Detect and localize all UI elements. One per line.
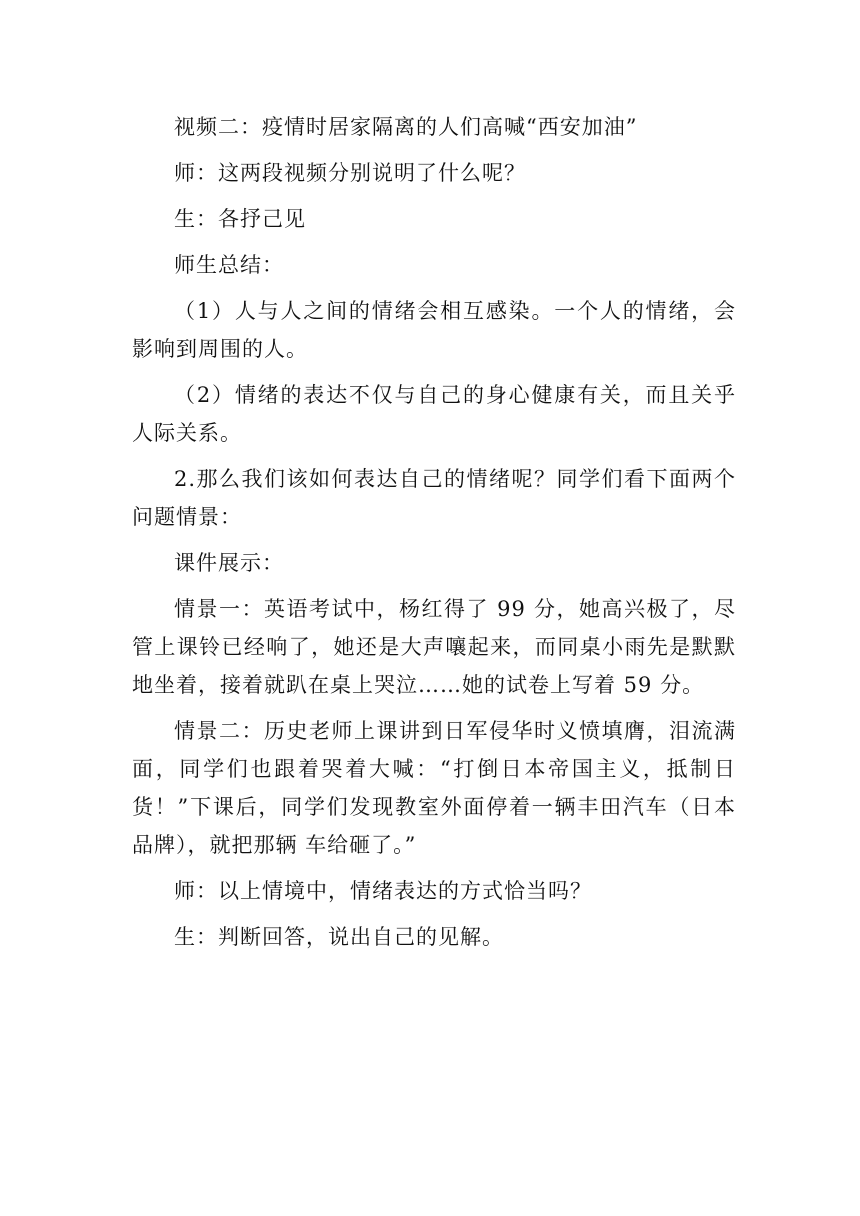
paragraph-student-judgment: 生：判断回答，说出自己的见解。 xyxy=(174,925,504,949)
paragraph-courseware-display: 课件展示： xyxy=(174,551,284,575)
paragraph-summary-point-1: （1）人与人之间的情绪会相互感染。一个人的情绪，会影响到周围的人。 xyxy=(132,299,736,361)
paragraph-teacher-check: 师：以上情境中，情绪表达的方式恰当吗？ xyxy=(174,879,592,903)
paragraph-summary-point-2: （2）情绪的表达不仅与自己的身心健康有关，而且关乎人际关系。 xyxy=(132,383,736,445)
paragraph-scenario-one: 情景一：英语考试中，杨红得了 99 分，她高兴极了，尽管上课铃已经响了，她还是大声嚷起来，而同桌小雨先是默默地坐着，接着就趴在桌上哭泣……她的试卷上写着 59 分。 xyxy=(132,597,736,697)
paragraph-scenario-two: 情景二：历史老师上课讲到日军侵华时义愤填膺，泪流满面，同学们也跟着哭着大喊：“打倒日本帝国主义，抵制日货！”下课后，同学们发现教室外面停着一辆丰田汽车（日本品牌），就把那辆 车给砸了。” xyxy=(132,719,736,857)
paragraph-video-two: 视频二：疫情时居家隔离的人们高喊“西安加油” xyxy=(174,115,638,139)
paragraph-teacher-question: 师：这两段视频分别说明了什么呢？ xyxy=(174,161,526,185)
paragraph-question-two: 2.那么我们该如何表达自己的情绪呢？同学们看下面两个问题情景： xyxy=(132,467,736,529)
paragraph-summary-heading: 师生总结： xyxy=(174,253,284,277)
document-body xyxy=(132,108,736,964)
paragraph-student-response: 生：各抒己见 xyxy=(174,207,306,231)
